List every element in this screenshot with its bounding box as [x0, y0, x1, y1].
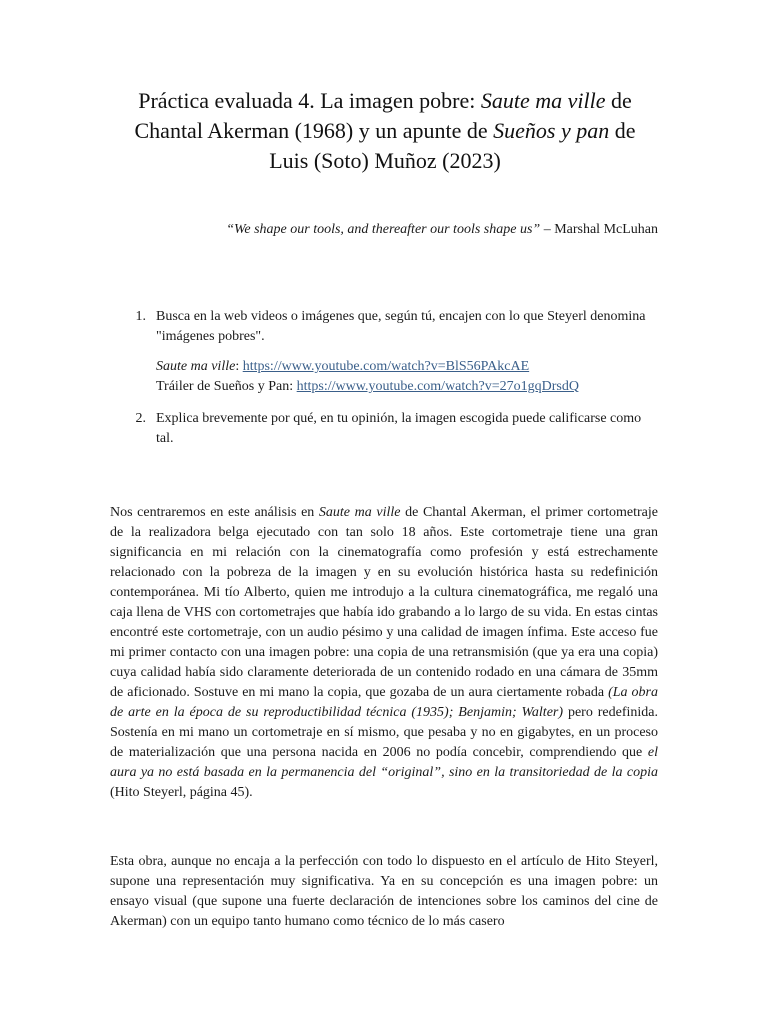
epigraph-quote: “We shape our tools, and thereafter our tools shape us” — [226, 222, 541, 237]
link-separator: : — [235, 359, 243, 374]
title-film-name: Saute ma ville — [480, 88, 606, 113]
paragraph-emphasis: (La obra de arte en la época de su reproductibilidad técnica (1935); Benjamin; Walter) — [110, 685, 658, 720]
list-number: 2. — [135, 411, 146, 426]
title-text: Luis (Soto) Muñoz (2023) — [269, 148, 501, 173]
epigraph-author: – Marshal McLuhan — [540, 222, 658, 237]
link-label: Saute ma ville — [156, 359, 236, 374]
list-item — [110, 307, 658, 347]
paragraph-text: pero redefinida. Sostenía en mi mano un cortometraje en sí mismo, que pesaba y no en gigabytes, en un proceso de materialización que una persona nacida en 2006 no podía concebir, comprendiendo que — [110, 705, 658, 760]
epigraph — [150, 220, 658, 240]
list-item-text: Busca en la web videos o imágenes que, según tú, encajen con lo que Steyerl denomina "imágenes pobres". — [156, 309, 646, 344]
video-links — [156, 357, 658, 397]
list-item — [110, 409, 658, 449]
paragraph-text: Nos centraremos en este análisis en — [110, 505, 319, 520]
list-number: 1. — [135, 309, 146, 324]
page-title — [100, 86, 670, 176]
list-item-text: Explica brevemente por qué, en tu opinión, la imagen escogida puede calificarse como tal. — [156, 411, 642, 446]
link-label: Tráiler de Sueños y Pan: — [156, 379, 297, 394]
title-text: de — [609, 118, 636, 143]
title-film-name: Sueños y pan — [493, 118, 610, 143]
title-text: Chantal Akerman (1968) y un apunte de — [134, 118, 494, 143]
body-paragraph — [110, 503, 658, 803]
suenos-y-pan-trailer-link[interactable]: https://www.youtube.com/watch?v=27o1gqDrsdQ — [296, 379, 579, 394]
task-list — [110, 307, 658, 449]
title-text: de — [605, 88, 632, 113]
paragraph-text: (Hito Steyerl, página 45). — [110, 785, 253, 800]
title-text: Práctica evaluada 4. La imagen pobre: — [138, 88, 481, 113]
body-paragraph — [110, 852, 658, 932]
paragraph-text: de Chantal Akerman, el primer cortometraje de la realizadora belga ejecutado con tan solo 18 años. Este cortometraje tiene una gran significancia en mi relación con la cinematografía como profesión y está estrechamente relacionado con la pobreza de la imagen y en su evolución histórica hasta su redefinición contemporánea. Mi tío Alberto, quien me introdujo a la cultura cinematográfica, me regaló una caja llena de VHS con cortometrajes que había ido grabando a lo largo de su vida. En estas cintas encontré este cortometraje, con un audio pésimo y una calidad de imagen ínfima. Este acceso fue mi primer contacto con una imagen pobre: una copia de una retransmisión (que ya era una copia) cuya calidad había sido claramente deteriorada de un contenido rodado en una cámara de 35mm de aficionado. Sostuve en mi mano la copia, que gozaba de un aura ciertamente robada — [110, 505, 658, 700]
saute-ma-ville-link[interactable]: https://www.youtube.com/watch?v=BlS56PAkcAE — [242, 359, 530, 374]
link-line — [156, 357, 658, 377]
link-line — [156, 377, 658, 397]
paragraph-text: Esta obra, aunque no encaja a la perfección con todo lo dispuesto en el artículo de Hito Steyerl, supone una representación muy significativa. Ya en su concepción es una imagen pobre: un ensayo visual (que supone una fuerte declaración de intenciones sobre los caminos del cine de Akerman) con un equipo tanto humano como técnico de lo más casero — [110, 854, 658, 929]
paragraph-emphasis: el aura ya no está basada en la permanencia del “original”, sino en la transitoriedad de la copia — [110, 745, 658, 780]
paragraph-emphasis: Saute ma ville — [318, 505, 401, 520]
